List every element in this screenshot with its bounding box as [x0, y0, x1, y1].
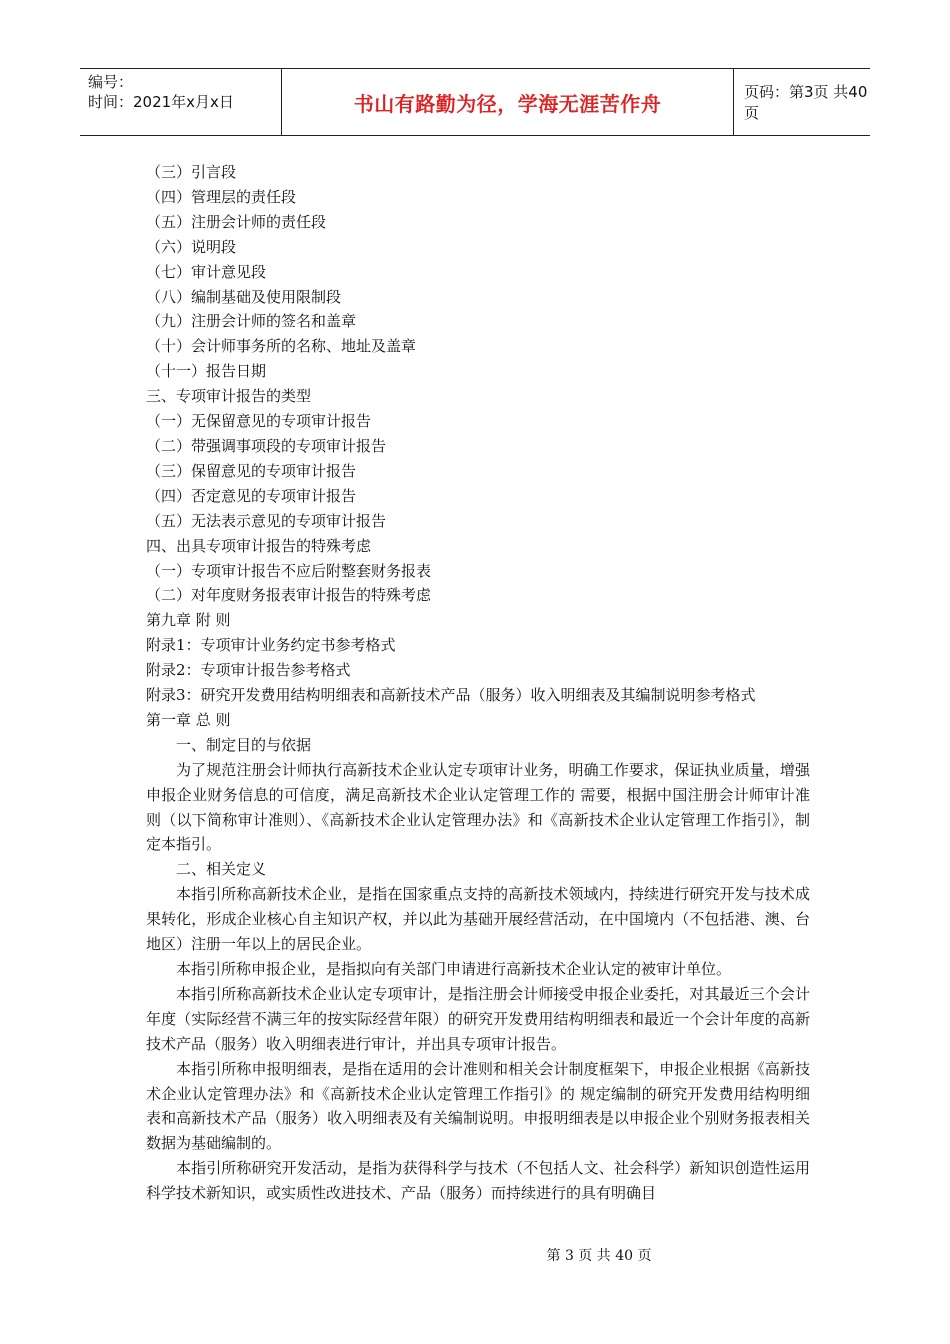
toc-line: 附录1：专项审计业务约定书参考格式 [146, 636, 396, 655]
toc-line: （四）否定意见的专项审计报告 [146, 486, 357, 505]
toc-line: （十一）报告日期 [146, 362, 267, 381]
body-paragraph: 本指引所称申报明细表，是指在适用的会计准则和相关会计制度框架下，申报企业根据《高新技术企业认定管理办法》和《高新技术企业认定管理工作指引》的 规定编制的研究开发费用结构明细表和高新技术产品（服务）收入明细表及有关编制说明。申报明细表是以申报企业个别财务报表相关数据为基础编制的。 [146, 1059, 810, 1153]
section-heading: 二、相关定义 [176, 860, 267, 879]
document-body [146, 160, 810, 1206]
toc-line: （九）注册会计师的签名和盖章 [146, 312, 357, 331]
section-heading: 一、制定目的与依据 [176, 735, 312, 754]
toc-line: （二）对年度财务报表审计报告的特殊考虑 [146, 586, 432, 605]
toc-line: （三）引言段 [146, 163, 237, 181]
toc-line: 附录2：专项审计报告参考格式 [146, 661, 351, 680]
header-meta-cell [80, 69, 282, 135]
toc-line: 第九章 附 则 [146, 611, 231, 630]
body-paragraph: 为了规范注册会计师执行高新技术企业认定专项审计业务，明确工作要求，保证执业质量，增强申报企业财务信息的可信度，满足高新技术企业认定管理工作的 需要，根据中国注册会计师审计准则（以下简称审计准则）、《高新技术企业认定管理办法》和《高新技术企业认定管理工作指引》，制定本指引。 [146, 760, 810, 854]
document-number-label: 编号： [88, 73, 134, 91]
page-number: 第 3 页 共 40 页 [546, 1248, 652, 1264]
body-paragraph: 本指引所称高新技术企业认定专项审计，是指注册会计师接受申报企业委托，对其最近三个会计年度（实际经营不满三年的按实际经营年限）的研究开发费用结构明细表和最近一个会计年度的高新技术产品（服务）收入明细表进行审计，并出具专项审计报告。 [146, 984, 810, 1053]
body-paragraph: 本指引所称高新技术企业，是指在国家重点支持的高新技术领域内，持续进行研究开发与技术成果转化，形成企业核心自主知识产权，并以此为基础开展经营活动，在中国境内（不包括港、澳、台地区）注册一年以上的居民企业。 [146, 885, 810, 954]
toc-line: （一）无保留意见的专项审计报告 [146, 412, 372, 431]
body-paragraph: 本指引所称研究开发活动，是指为获得科学与技术（不包括人文、社会科学）新知识创造性运用科学技术新知识，或实质性改进技术、产品（服务）而持续进行的具有明确目 [146, 1159, 810, 1203]
header-motto: 书山有路勤为径，学海无涯苦作舟 [282, 69, 734, 135]
toc-line: （三）保留意见的专项审计报告 [146, 461, 357, 480]
chapter-title: 第一章 总 则 [146, 710, 231, 729]
body-paragraph: 本指引所称申报企业，是指拟向有关部门申请进行高新技术企业认定的被审计单位。 [176, 960, 732, 978]
toc-line: （五）注册会计师的责任段 [146, 212, 327, 231]
toc-line: （七）审计意见段 [146, 262, 267, 281]
toc-line: （一）专项审计报告不应后附整套财务报表 [146, 561, 432, 580]
document-date-label: 时间：2021年x月x日 [88, 93, 234, 111]
page-header [80, 68, 870, 136]
toc-line: （十）会计师事务所的名称、地址及盖章 [146, 337, 417, 356]
toc-line: （六）说明段 [146, 237, 237, 256]
toc-line: （五）无法表示意见的专项审计报告 [146, 511, 387, 530]
toc-line: （八）编制基础及使用限制段 [146, 287, 342, 306]
toc-line: 四、出具专项审计报告的特殊考虑 [146, 536, 372, 555]
toc-line: （二）带强调事项段的专项审计报告 [146, 436, 387, 455]
header-page-info: 页码：第3页 共40页 [744, 83, 868, 122]
page-footer [0, 1245, 950, 1265]
toc-line: 附录3：研究开发费用结构明细表和高新技术产品（服务）收入明细表及其编制说明参考格式 [146, 686, 756, 705]
toc-line: 三、专项审计报告的类型 [146, 387, 312, 406]
toc-line: （四）管理层的责任段 [146, 187, 297, 206]
